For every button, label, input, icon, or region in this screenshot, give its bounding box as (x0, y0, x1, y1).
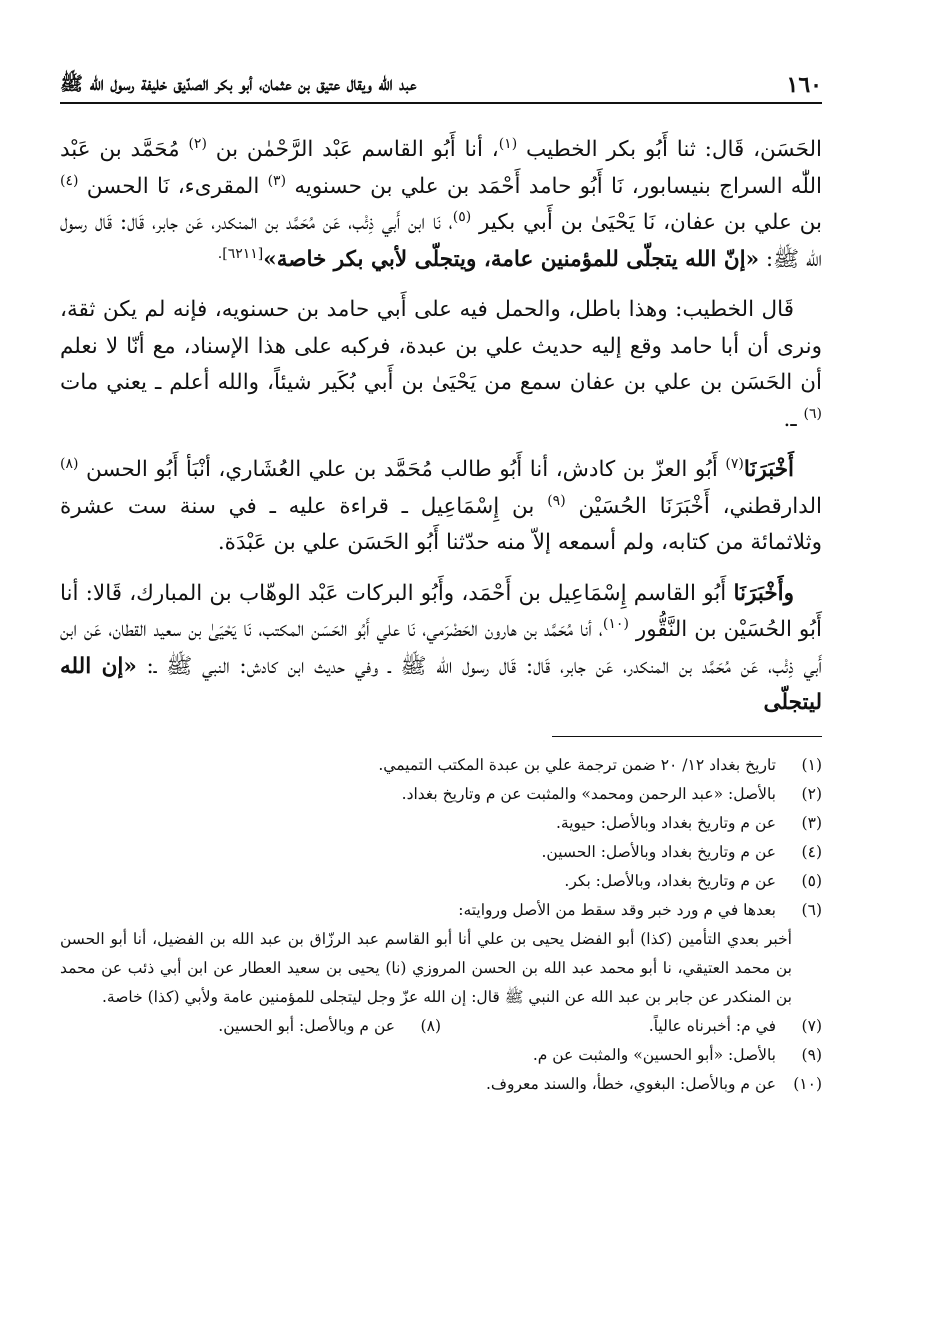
footnote-4: (٤) عن م وتاريخ بغداد وبالأصل: الحسين. (541, 842, 822, 861)
paragraph-3: أَخْبَرَنَا$^{(٧)}$ أَبُو العزّ بن كادش، أنا أَبُو طالب مُحَمَّد بن علي العُشَاري، أنْبَأ أَبُو الحسن $^{(٨)}$ الدارقطني، أَخْبَرَنَا الحُسَيْن $^{(٩)}$ بن إِسْمَاعِيل ـ قراءة عليه ـ في سنة ست عشرة وثلاثمائة من كتابه، ولم أسمعه إلاّ منه حدّثنا أَبُو الحَسَن علي بن عَبْدَة. (60, 455, 822, 555)
footnote-7: (٧) في م: أخبرناه عالياً. (648, 1016, 822, 1035)
running-title: عبد الله ويقال عتيق بن عثمان، أبو بكر الصدّيق خليفة رسول الله ﷺ (60, 73, 417, 95)
hadith-number: [٦٢١١]. (217, 245, 264, 262)
isnad-keyword: أَخْبَرَنَا (743, 457, 794, 482)
footnote-ref-7[interactable]: (٧) (725, 455, 744, 472)
footnote-5: (٥) عن م وتاريخ بغداد، وبالأصل: بكر. (564, 871, 822, 890)
hadith-text: «إن الله ليتجلّى (60, 653, 822, 715)
footnote-1: (١) تاريخ بغداد ١٢/ ٢٠ ضمن ترجمة علي بن عبدة المكتب التميمي. (378, 755, 822, 774)
running-header (60, 70, 822, 104)
footnote-separator (552, 736, 822, 737)
footnote-row-7-8 (60, 1012, 822, 1041)
footnote-2: (٢) بالأصل: «عبد الرحمن ومحمد» والمثبت عن م وتاريخ بغداد. (401, 784, 822, 803)
paragraph-1: الحَسَن، قَال: ثنا أَبُو بكر الخطيب $^{(١)}$، أنا أَبُو القاسم عَبْد الرَّحْمٰن بن $^{(٢)}$ مُحَمَّد بن عَبْد اللّٰه السراج بنيسابور، نَا أَبُو حامد أَحْمَد بن علي بن حسنويه $^{(٣)}$ المقرىء، نَا الحسن $^{(٤)}$ بن علي بن عفان، نَا يَحْيَىٰ بن أَبي بكير $^{(٥)}$، نَا ابن أَبي ذِئْب، عَن مُحَمَّد بن المنكدر، عَن جابر، قَال: قَال رسول الله ﷺ: «إنّ الله يتجلّى للمؤمنين عامة، ويتجلّى لأبي بكر خاصة»$^{[٦٢١١].}$ (60, 135, 822, 272)
footnote-10: (١٠) عن م وبالأصل: البغوي، خطأ، والسند معروف. (485, 1074, 822, 1093)
footnote-3: (٣) عن م وتاريخ بغداد وبالأصل: حيوية. (555, 813, 822, 832)
footnote-6: (٦) بعدها في م ورد خبر وقد سقط من الأصل وروايته: (458, 900, 822, 919)
book-page (60, 70, 822, 1099)
isnad-keyword: وأَخْبَرَنَا (733, 580, 794, 606)
footnote-ref-10[interactable]: (١٠) (602, 615, 629, 632)
footnote-9: (٩) بالأصل: «أبو الحسين» والمثبت عن م. (532, 1045, 822, 1064)
paragraph-4: وأَخْبَرَنَا أَبُو القاسم إِسْمَاعِيل بن أَحْمَد، وأَبُو البركات عَبْد الوهّاب بن المبارك، قَالا: أنا أَبُو الحُسَيْن بن النَّقُّور $^{(١٠)}$، أنا مُحَمَّد بن هارون الحَضْرَمي، نَا علي أَبُو الحَسَن المكتب، نَا يَحْيَىٰ بن سعيد القطان، عَن ابن أَبي ذِئْب، عَن مُحَمَّد بن المنكدر، عَن جابر، قَال: قَال رسول الله ﷺ ـ وفي حديث ابن كادش: النبي ﷺ ـ: «إن الله ليتجلّى (60, 580, 822, 715)
footnote-ref-9[interactable]: (٩) (547, 492, 566, 509)
footnote-8: (٨) عن م وبالأصل: أبو الحسين. (218, 1016, 441, 1035)
footnote-ref-6[interactable]: (٦) (803, 405, 822, 422)
footnote-ref-5[interactable]: (٥) (452, 208, 472, 225)
paragraph-2: قَال الخطيب: وهذا باطل، والحمل فيه على أَبي حامد بن حسنويه، فإنه لم يكن ثقة، ونرى أن أبا حامد وقع إليه حديث علي بن عبدة، فركبه على هذا الإسناد، مع أنّا لا نعلم أن الحَسَن بن علي بن عفان سمع من يَحْيَىٰ بن أَبي بُكَير شيئاً، والله أعلم ـ يعني مات $^{(٦)}$ ـ. (60, 297, 822, 432)
footnote-ref-1[interactable]: (١) (498, 135, 518, 152)
footnote-ref-8[interactable]: (٨) (60, 455, 79, 472)
footnote-ref-2[interactable]: (٢) (188, 135, 207, 152)
footnote-ref-3[interactable]: (٣) (267, 172, 287, 189)
hadith-text: «إنّ الله يتجلّى للمؤمنين عامة، ويتجلّى لأبي بكر خاصة» (263, 246, 760, 272)
footnote-6-continuation: أخبر بعدي التأمين (كذا) أبو الفضل يحيى بن علي أنا أبو القاسم عبد الرزّاق بن عبد الله بن الفضيل، أنا أبو الحسن بن محمد العتيقي، نا أبو محمد عبد الله بن الحسن المروزي (نا) يحيى بن سعيد العطار عن ابن أبي ذئب عن محمد بن المنكدر عن جابر بن عبد الله عن النبي ﷺ قال: إن الله عزّ وجل ليتجلى للمؤمنين عامة ولأبي (كذا) خاصة. (60, 929, 792, 1006)
footnotes (60, 751, 822, 1099)
main-text (60, 132, 822, 722)
footnote-ref-4[interactable]: (٤) (60, 172, 79, 189)
page-number: ١٦٠ (786, 72, 822, 98)
